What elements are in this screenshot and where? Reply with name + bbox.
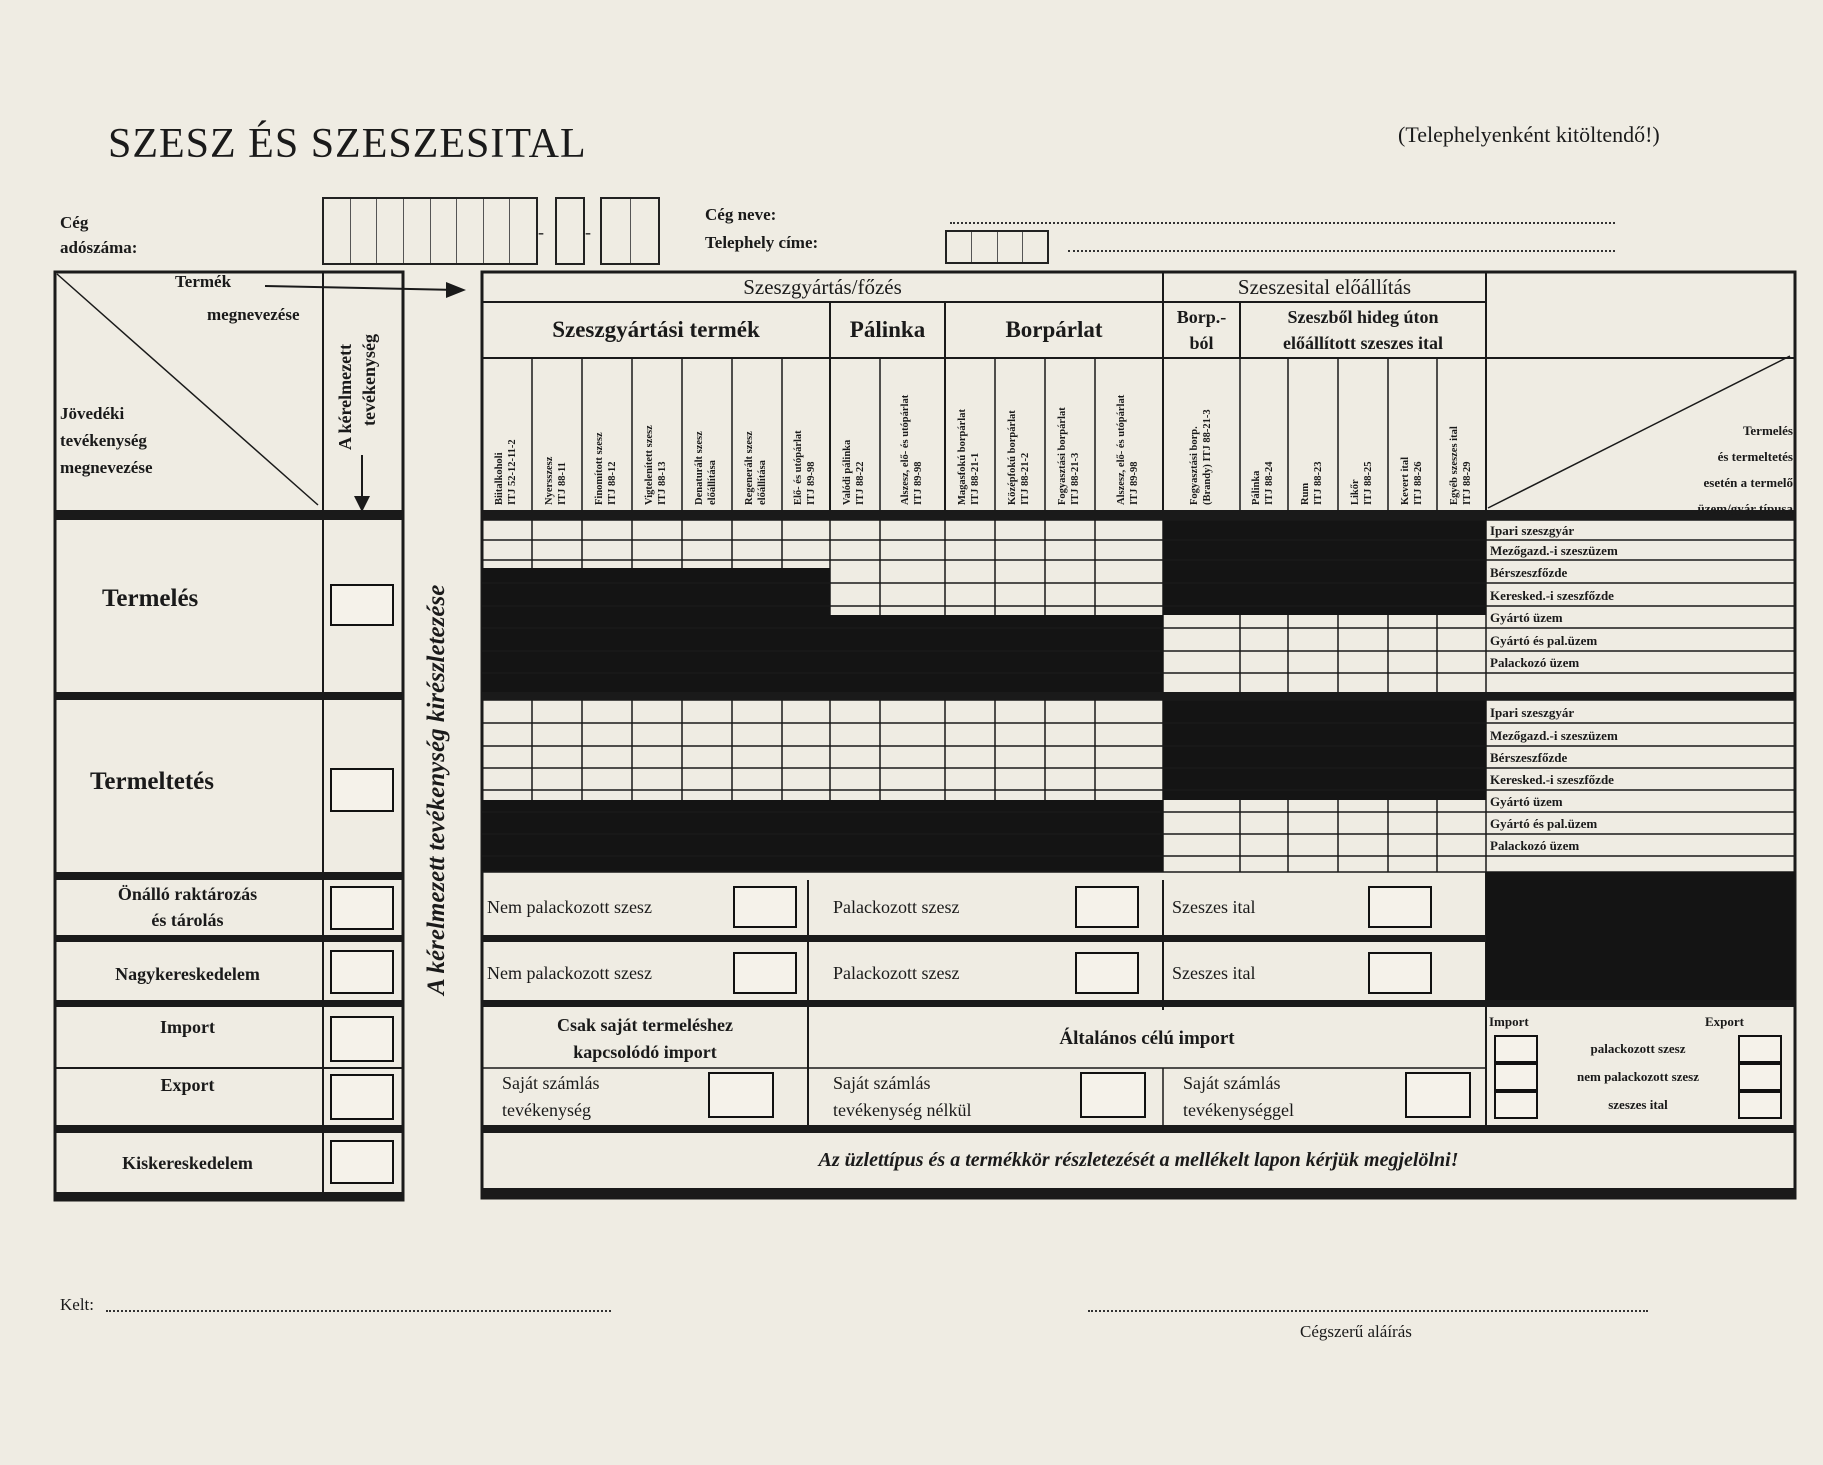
product-column-header-line-1: Fogyasztási borp. (1188, 426, 1200, 505)
product-column-header-line-2: ITJ 88-23 (1313, 461, 1324, 505)
ie-drink-label: szeszes ital (1608, 1097, 1668, 1112)
product-column-header (1399, 365, 1425, 505)
signature-field[interactable] (1088, 1310, 1648, 1312)
product-column-header-line-2: ITJ 88-12 (607, 461, 618, 505)
export-label: Export (160, 1074, 215, 1095)
export-checkbox[interactable] (330, 1074, 394, 1120)
blocked-area (1163, 520, 1486, 615)
plant-type-label: Gyártó üzem (1490, 794, 1563, 809)
product-column-header (1349, 365, 1375, 505)
dash-2: - (585, 222, 591, 242)
product-column-header-line-1: Fogyasztási borpárlat (1057, 407, 1068, 505)
general-import-header: Általános célú import (1059, 1028, 1235, 1049)
storage-line-2: és tárolás (151, 910, 224, 930)
without-activity-label (833, 1070, 971, 1124)
product-column-header-line-2: (Brandy) ITJ 88-21-3 (1201, 409, 1213, 505)
import-bottled-checkbox[interactable] (1494, 1035, 1538, 1063)
storage-unbottled-checkbox[interactable] (733, 886, 797, 928)
export-bottled-checkbox[interactable] (1738, 1035, 1782, 1063)
product-column-header-line-1: Kevert ital (1399, 456, 1411, 505)
product-column-header-line-1: Valódi pálinka (842, 439, 853, 505)
wholesale-drink-checkbox[interactable] (1368, 952, 1432, 994)
blocked-area (482, 800, 1163, 872)
product-column-header (1188, 365, 1214, 505)
with-activity-checkbox[interactable] (1405, 1072, 1471, 1118)
spirit-production-header: Szeszgyártás/főzés (743, 274, 902, 299)
plant-type-label: Keresked.-i szeszfőzde (1490, 772, 1614, 787)
product-column-header-line-2: ITJ 88-25 (1363, 461, 1374, 505)
product-column-header-line-1: Finomított szesz (594, 432, 605, 505)
own-import-header (482, 1010, 808, 1068)
storage-checkbox[interactable] (330, 886, 394, 930)
excise-activity-label (60, 400, 153, 481)
wine-distillate-header: Borpárlat (1005, 317, 1103, 342)
excise-activity-line-1: Jövedéki (60, 404, 125, 423)
product-column-header-line-1: Egyéb szeszes ital (1448, 426, 1460, 505)
brandy-from-header (1163, 302, 1240, 358)
plant-type-label: Palackozó üzem (1490, 838, 1580, 853)
ie-import-label: Import (1489, 1014, 1529, 1029)
cold-made-drink-header (1240, 302, 1486, 358)
plant-type-line-1: Termelés (1742, 423, 1793, 438)
product-column-header-line-2: ITJ 52-12-11-2 (507, 439, 518, 505)
plant-type-label: Mezőgazd.-i szeszüzem (1490, 728, 1618, 743)
product-column-header-line-2: ITJ 88-21-1 (970, 452, 981, 505)
tax-label-1: Cég (60, 213, 89, 232)
plant-type-header (1698, 418, 1793, 522)
with-line-1: Saját számlás (1183, 1073, 1281, 1093)
company-name-label: Cég neve: (705, 205, 777, 224)
own-account-activity-label (502, 1070, 599, 1124)
own-import-line-1: Csak saját termeléshez (557, 1015, 733, 1035)
product-column-header-line-2: előállítása (707, 460, 718, 505)
wholesale-checkbox[interactable] (330, 950, 394, 994)
product-column-header-line-1: Nyersszesz (544, 456, 555, 505)
product-column-header-line-2: ITJ 88-21-2 (1020, 452, 1031, 505)
product-column-header-line-2: előállítása (757, 460, 768, 505)
plant-type-label: Keresked.-i szeszfőzde (1490, 588, 1614, 603)
product-column-header-line-2: ITJ 88-13 (657, 461, 668, 505)
storage-unbottled-label: Nem palackozott szesz (487, 897, 652, 917)
product-column-header (743, 365, 769, 505)
plant-type-label: Mezőgazd.-i szeszüzem (1490, 543, 1618, 558)
without-activity-checkbox[interactable] (1080, 1072, 1146, 1118)
wholesale-unbottled-label: Nem palackozott szesz (487, 963, 652, 983)
retail-label: Kiskereskedelem (122, 1152, 253, 1173)
date-label: Kelt: (60, 1295, 94, 1314)
spirit-product-header: Szeszgyártási termék (552, 317, 760, 342)
product-column-header-line-1: Pálinka (1251, 470, 1262, 505)
wholesale-bottled-label: Palackozott szesz (833, 963, 960, 983)
fill-note: (Telephelyenként kitöltendő!) (1398, 122, 1660, 147)
product-column-header (1056, 365, 1082, 505)
cold-made-line-1: Szeszből hideg úton (1287, 307, 1439, 327)
import-checkbox[interactable] (330, 1016, 394, 1062)
product-column-header-line-2: ITJ 89-98 (806, 461, 817, 505)
product-column-header-line-1: Rum (1300, 482, 1311, 505)
product-column-header-line-2: ITJ 88-21-3 (1070, 452, 1081, 505)
plant-type-line-3: esetén a termelő (1703, 475, 1793, 490)
activity-detail-vertical-label: A kérelmezett tevékenység kirészletezése (423, 584, 450, 995)
storage-drink-label: Szeszes ital (1172, 897, 1256, 917)
product-column-header-line-1: Biitalkoholi (494, 452, 505, 505)
without-line-1: Saját számlás (833, 1073, 931, 1093)
product-column-header (1115, 365, 1141, 505)
storage-line-1: Önálló raktározás (117, 884, 258, 904)
own-account-activity-checkbox[interactable] (708, 1072, 774, 1118)
requested-activity-header (333, 334, 381, 450)
product-column-header-line-1: Regenerált szesz (744, 431, 755, 505)
spirit-drink-header: Szeszesital előállítás (1237, 274, 1412, 299)
product-column-header (1299, 365, 1325, 505)
wholesale-label: Nagykereskedelem (115, 963, 260, 984)
plant-type-label: Gyártó és pal.üzem (1490, 633, 1598, 648)
product-column-header (956, 365, 982, 505)
with-activity-label (1183, 1070, 1294, 1124)
plant-type-line-2: és termeltetés (1717, 449, 1793, 464)
export-drink-checkbox[interactable] (1738, 1091, 1782, 1119)
plant-type-label: Gyártó üzem (1490, 610, 1563, 625)
product-column-header-line-1: Elő- és utópárlat (793, 430, 804, 505)
own-account-line-2: tevékenység (502, 1100, 591, 1120)
cold-made-line-2: előállított szeszes ital (1283, 333, 1443, 353)
plant-type-label: Ipari szeszgyár (1490, 523, 1575, 538)
product-column-header (693, 365, 719, 505)
without-line-2: tevékenység nélkül (833, 1100, 972, 1120)
product-column-header (643, 365, 669, 505)
product-column-header-line-2: ITJ 88-11 (557, 462, 568, 505)
brandy-line-2: ból (1189, 333, 1214, 353)
own-import-line-2: kapcsolódó import (573, 1042, 717, 1062)
requested-activity-line-1: A kérelmezett (335, 343, 355, 450)
blocked-area (830, 615, 1163, 692)
product-column-header-line-1: Vigtelenített szesz (644, 425, 655, 505)
product-column-header (792, 365, 818, 505)
product-column-header-line-1: Alszesz, elő- és utópárlat (1116, 394, 1127, 505)
plant-type-label: Bérszeszfőzde (1490, 750, 1568, 765)
plant-type-label: Palackozó üzem (1490, 655, 1580, 670)
storage-bottled-label: Palackozott szesz (833, 897, 960, 917)
brandy-line-1: Borp.- (1176, 307, 1227, 327)
product-name-label: Termék (175, 272, 232, 291)
requested-activity-line-2: tevékenység (359, 334, 379, 426)
wholesale-unbottled-checkbox[interactable] (733, 952, 797, 994)
product-column-header (493, 365, 519, 505)
date-field[interactable] (106, 1310, 611, 1312)
plant-type-label: Ipari szeszgyár (1490, 705, 1575, 720)
export-unbottled-checkbox[interactable] (1738, 1063, 1782, 1091)
commissioned-production-label: Termeltetés (90, 768, 215, 795)
site-address-label: Telephely címe: (705, 233, 819, 252)
product-column-header-line-2: ITJ 88-24 (1264, 461, 1275, 505)
own-account-line-1: Saját számlás (502, 1073, 600, 1093)
ie-export-label: Export (1705, 1014, 1744, 1029)
import-drink-checkbox[interactable] (1494, 1091, 1538, 1119)
blocked-area (1163, 700, 1486, 800)
product-column-header (1448, 365, 1474, 505)
product-column-header-line-1: Denaturált szesz (694, 431, 705, 505)
palinka-header: Pálinka (849, 317, 926, 342)
tax-label-2: adószáma: (60, 238, 138, 257)
product-column-header-line-2: ITJ 89-98 (1129, 461, 1140, 505)
ie-unbottled-label: nem palackozott szesz (1576, 1069, 1700, 1084)
retail-checkbox[interactable] (330, 1140, 394, 1184)
product-column-header-line-1: Magasfokú borpárlat (957, 409, 968, 505)
product-column-header (593, 365, 619, 505)
product-name-label-2: megnevezése (207, 305, 300, 324)
product-column-header-line-1: Likőr (1350, 479, 1361, 505)
footer-note: Az üzlettípus és a termékkör részletezését a mellékelt lapon kérjük megjelölni! (818, 1149, 1459, 1171)
product-column-header-line-2: ITJ 88-26 (1412, 461, 1424, 505)
product-column-header (1250, 365, 1276, 505)
plant-type-label: Bérszeszfőzde (1490, 565, 1568, 580)
form-title: SZESZ ÉS SZESZESITAL (108, 121, 587, 167)
product-column-header (841, 365, 867, 505)
wholesale-bottled-checkbox[interactable] (1075, 952, 1139, 994)
storage-drink-checkbox[interactable] (1368, 886, 1432, 928)
excise-activity-line-3: megnevezése (60, 458, 153, 477)
excise-activity-line-2: tevékenység (60, 431, 147, 450)
wholesale-drink-label: Szeszes ital (1172, 963, 1256, 983)
product-column-header (899, 365, 925, 505)
plant-type-label: Gyártó és pal.üzem (1490, 816, 1598, 831)
dash-1: - (538, 222, 544, 242)
production-label: Termelés (102, 585, 199, 612)
product-column-header-line-2: ITJ 88-29 (1461, 461, 1473, 505)
product-column-header (1006, 365, 1032, 505)
product-column-header-line-2: ITJ 89-98 (912, 461, 924, 505)
production-checkbox[interactable] (330, 584, 394, 626)
storage-bottled-checkbox[interactable] (1075, 886, 1139, 928)
ie-bottled-label: palackozott szesz (1590, 1041, 1686, 1056)
product-column-header-line-2: ITJ 88-22 (855, 461, 866, 505)
import-label: Import (160, 1016, 215, 1037)
plant-type-line-4: üzem/gyár típusa (1697, 501, 1793, 516)
product-column-header (543, 365, 569, 505)
product-column-header-line-1: Középfokú borpárlat (1007, 410, 1018, 505)
with-line-2: tevékenységgel (1183, 1100, 1294, 1120)
signature-label: Cégszerű aláírás (1300, 1322, 1412, 1341)
storage-label (60, 882, 315, 932)
product-column-header-line-1: Alszesz, elő- és utópárlat (899, 394, 911, 505)
import-unbottled-checkbox[interactable] (1494, 1063, 1538, 1091)
commissioned-production-checkbox[interactable] (330, 768, 394, 812)
